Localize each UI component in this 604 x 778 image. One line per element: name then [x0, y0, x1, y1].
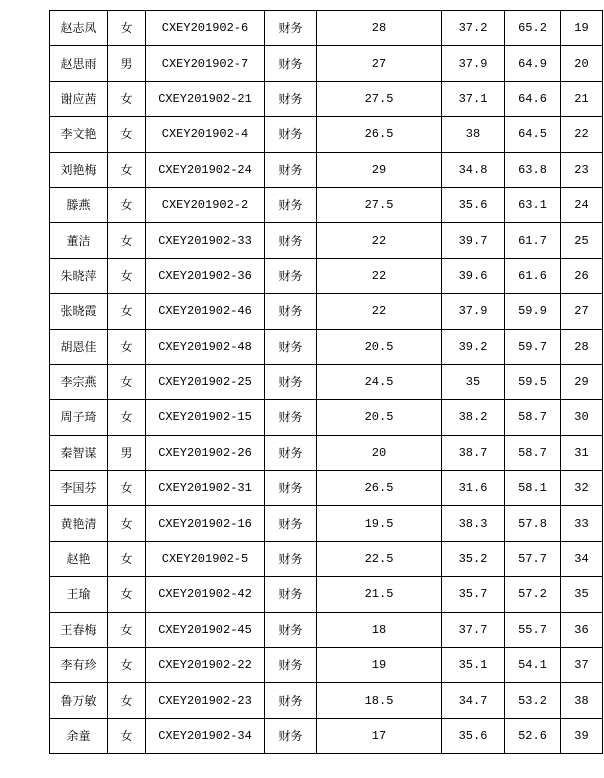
score-a-cell: 22	[317, 223, 442, 258]
exam-id-cell: CXEY201902-5	[146, 541, 265, 576]
exam-id-cell: CXEY201902-31	[146, 471, 265, 506]
gender-cell: 女	[108, 364, 146, 399]
rank-cell: 19	[561, 11, 603, 46]
total-score-cell: 63.1	[505, 187, 561, 222]
score-b-cell: 34.8	[442, 152, 505, 187]
rank-cell: 20	[561, 46, 603, 81]
gender-cell: 女	[108, 506, 146, 541]
exam-id-cell: CXEY201902-21	[146, 81, 265, 116]
rank-cell: 32	[561, 471, 603, 506]
department-cell: 财务	[265, 541, 317, 576]
score-a-cell: 26.5	[317, 117, 442, 152]
gender-cell: 女	[108, 11, 146, 46]
department-cell: 财务	[265, 683, 317, 718]
score-b-cell: 35.6	[442, 718, 505, 753]
score-b-cell: 39.2	[442, 329, 505, 364]
name-cell: 王瑜	[50, 577, 108, 612]
rank-cell: 37	[561, 648, 603, 683]
exam-id-cell: CXEY201902-23	[146, 683, 265, 718]
department-cell: 财务	[265, 11, 317, 46]
score-a-cell: 18	[317, 612, 442, 647]
table-row	[50, 81, 603, 116]
rank-cell: 29	[561, 364, 603, 399]
table-row	[50, 364, 603, 399]
score-b-cell: 37.7	[442, 612, 505, 647]
score-a-cell: 18.5	[317, 683, 442, 718]
table-row	[50, 718, 603, 753]
score-b-cell: 39.7	[442, 223, 505, 258]
exam-id-cell: CXEY201902-25	[146, 364, 265, 399]
rank-cell: 39	[561, 718, 603, 753]
gender-cell: 女	[108, 577, 146, 612]
department-cell: 财务	[265, 223, 317, 258]
department-cell: 财务	[265, 46, 317, 81]
name-cell: 李宗燕	[50, 364, 108, 399]
name-cell: 李国芬	[50, 471, 108, 506]
department-cell: 财务	[265, 152, 317, 187]
table-row	[50, 11, 603, 46]
gender-cell: 男	[108, 435, 146, 470]
score-a-cell: 28	[317, 11, 442, 46]
rank-cell: 36	[561, 612, 603, 647]
rank-cell: 22	[561, 117, 603, 152]
name-cell: 周子琦	[50, 400, 108, 435]
score-a-cell: 17	[317, 718, 442, 753]
score-b-cell: 35.7	[442, 577, 505, 612]
exam-id-cell: CXEY201902-26	[146, 435, 265, 470]
rank-cell: 34	[561, 541, 603, 576]
name-cell: 张晓霞	[50, 294, 108, 329]
table-row	[50, 329, 603, 364]
gender-cell: 女	[108, 258, 146, 293]
rank-cell: 35	[561, 577, 603, 612]
exam-id-cell: CXEY201902-42	[146, 577, 265, 612]
department-cell: 财务	[265, 506, 317, 541]
department-cell: 财务	[265, 187, 317, 222]
score-b-cell: 38.2	[442, 400, 505, 435]
score-b-cell: 38.3	[442, 506, 505, 541]
name-cell: 王春梅	[50, 612, 108, 647]
exam-id-cell: CXEY201902-7	[146, 46, 265, 81]
score-b-cell: 38.7	[442, 435, 505, 470]
name-cell: 李有珍	[50, 648, 108, 683]
total-score-cell: 54.1	[505, 648, 561, 683]
total-score-cell: 64.5	[505, 117, 561, 152]
department-cell: 财务	[265, 81, 317, 116]
score-b-cell: 35	[442, 364, 505, 399]
gender-cell: 女	[108, 683, 146, 718]
department-cell: 财务	[265, 648, 317, 683]
score-b-cell: 37.2	[442, 11, 505, 46]
gender-cell: 女	[108, 294, 146, 329]
score-table	[49, 10, 603, 754]
total-score-cell: 58.1	[505, 471, 561, 506]
name-cell: 滕燕	[50, 187, 108, 222]
rank-cell: 23	[561, 152, 603, 187]
exam-id-cell: CXEY201902-46	[146, 294, 265, 329]
total-score-cell: 52.6	[505, 718, 561, 753]
exam-id-cell: CXEY201902-16	[146, 506, 265, 541]
exam-id-cell: CXEY201902-2	[146, 187, 265, 222]
department-cell: 财务	[265, 718, 317, 753]
table-row	[50, 471, 603, 506]
score-a-cell: 19.5	[317, 506, 442, 541]
gender-cell: 女	[108, 152, 146, 187]
score-b-cell: 35.1	[442, 648, 505, 683]
department-cell: 财务	[265, 294, 317, 329]
gender-cell: 女	[108, 187, 146, 222]
total-score-cell: 61.7	[505, 223, 561, 258]
gender-cell: 女	[108, 223, 146, 258]
gender-cell: 女	[108, 471, 146, 506]
name-cell: 董洁	[50, 223, 108, 258]
score-b-cell: 35.6	[442, 187, 505, 222]
score-a-cell: 27.5	[317, 187, 442, 222]
score-b-cell: 37.9	[442, 294, 505, 329]
table-row	[50, 187, 603, 222]
table-row	[50, 541, 603, 576]
score-a-cell: 29	[317, 152, 442, 187]
rank-cell: 25	[561, 223, 603, 258]
exam-id-cell: CXEY201902-22	[146, 648, 265, 683]
score-a-cell: 27	[317, 46, 442, 81]
rank-cell: 27	[561, 294, 603, 329]
gender-cell: 女	[108, 329, 146, 364]
table-row	[50, 294, 603, 329]
department-cell: 财务	[265, 400, 317, 435]
gender-cell: 女	[108, 81, 146, 116]
name-cell: 赵志凤	[50, 11, 108, 46]
score-b-cell: 37.1	[442, 81, 505, 116]
gender-cell: 女	[108, 612, 146, 647]
score-a-cell: 20.5	[317, 400, 442, 435]
score-a-cell: 19	[317, 648, 442, 683]
score-a-cell: 22	[317, 294, 442, 329]
exam-id-cell: CXEY201902-48	[146, 329, 265, 364]
exam-id-cell: CXEY201902-6	[146, 11, 265, 46]
table-row	[50, 400, 603, 435]
total-score-cell: 57.2	[505, 577, 561, 612]
score-b-cell: 35.2	[442, 541, 505, 576]
name-cell: 朱晓萍	[50, 258, 108, 293]
table-row	[50, 506, 603, 541]
total-score-cell: 63.8	[505, 152, 561, 187]
score-a-cell: 20.5	[317, 329, 442, 364]
total-score-cell: 57.7	[505, 541, 561, 576]
name-cell: 谢应茜	[50, 81, 108, 116]
total-score-cell: 57.8	[505, 506, 561, 541]
gender-cell: 女	[108, 718, 146, 753]
name-cell: 秦智谋	[50, 435, 108, 470]
score-b-cell: 31.6	[442, 471, 505, 506]
table-row	[50, 683, 603, 718]
table-row	[50, 152, 603, 187]
total-score-cell: 59.7	[505, 329, 561, 364]
rank-cell: 30	[561, 400, 603, 435]
score-a-cell: 22	[317, 258, 442, 293]
table-row	[50, 612, 603, 647]
table-row	[50, 117, 603, 152]
exam-id-cell: CXEY201902-45	[146, 612, 265, 647]
score-a-cell: 20	[317, 435, 442, 470]
score-a-cell: 22.5	[317, 541, 442, 576]
name-cell: 刘艳梅	[50, 152, 108, 187]
department-cell: 财务	[265, 435, 317, 470]
table-row	[50, 46, 603, 81]
table-row	[50, 435, 603, 470]
total-score-cell: 61.6	[505, 258, 561, 293]
name-cell: 鲁万敏	[50, 683, 108, 718]
department-cell: 财务	[265, 612, 317, 647]
gender-cell: 女	[108, 541, 146, 576]
table-body	[50, 11, 603, 754]
table-row	[50, 223, 603, 258]
gender-cell: 女	[108, 117, 146, 152]
exam-id-cell: CXEY201902-33	[146, 223, 265, 258]
score-b-cell: 37.9	[442, 46, 505, 81]
name-cell: 胡恩佳	[50, 329, 108, 364]
name-cell: 赵思雨	[50, 46, 108, 81]
score-b-cell: 38	[442, 117, 505, 152]
rank-cell: 33	[561, 506, 603, 541]
total-score-cell: 64.6	[505, 81, 561, 116]
department-cell: 财务	[265, 364, 317, 399]
name-cell: 黄艳清	[50, 506, 108, 541]
department-cell: 财务	[265, 329, 317, 364]
table-row	[50, 258, 603, 293]
exam-id-cell: CXEY201902-24	[146, 152, 265, 187]
total-score-cell: 53.2	[505, 683, 561, 718]
score-a-cell: 27.5	[317, 81, 442, 116]
rank-cell: 38	[561, 683, 603, 718]
score-b-cell: 34.7	[442, 683, 505, 718]
table-row	[50, 577, 603, 612]
name-cell: 余童	[50, 718, 108, 753]
department-cell: 财务	[265, 117, 317, 152]
score-a-cell: 26.5	[317, 471, 442, 506]
rank-cell: 28	[561, 329, 603, 364]
total-score-cell: 65.2	[505, 11, 561, 46]
exam-id-cell: CXEY201902-36	[146, 258, 265, 293]
rank-cell: 26	[561, 258, 603, 293]
name-cell: 李文艳	[50, 117, 108, 152]
name-cell: 赵艳	[50, 541, 108, 576]
total-score-cell: 59.9	[505, 294, 561, 329]
rank-cell: 24	[561, 187, 603, 222]
total-score-cell: 59.5	[505, 364, 561, 399]
exam-id-cell: CXEY201902-4	[146, 117, 265, 152]
total-score-cell: 58.7	[505, 435, 561, 470]
total-score-cell: 55.7	[505, 612, 561, 647]
table-row	[50, 648, 603, 683]
rank-cell: 31	[561, 435, 603, 470]
gender-cell: 男	[108, 46, 146, 81]
department-cell: 财务	[265, 258, 317, 293]
total-score-cell: 58.7	[505, 400, 561, 435]
gender-cell: 女	[108, 648, 146, 683]
department-cell: 财务	[265, 471, 317, 506]
total-score-cell: 64.9	[505, 46, 561, 81]
rank-cell: 21	[561, 81, 603, 116]
score-a-cell: 24.5	[317, 364, 442, 399]
exam-id-cell: CXEY201902-15	[146, 400, 265, 435]
score-a-cell: 21.5	[317, 577, 442, 612]
score-b-cell: 39.6	[442, 258, 505, 293]
gender-cell: 女	[108, 400, 146, 435]
department-cell: 财务	[265, 577, 317, 612]
exam-id-cell: CXEY201902-34	[146, 718, 265, 753]
